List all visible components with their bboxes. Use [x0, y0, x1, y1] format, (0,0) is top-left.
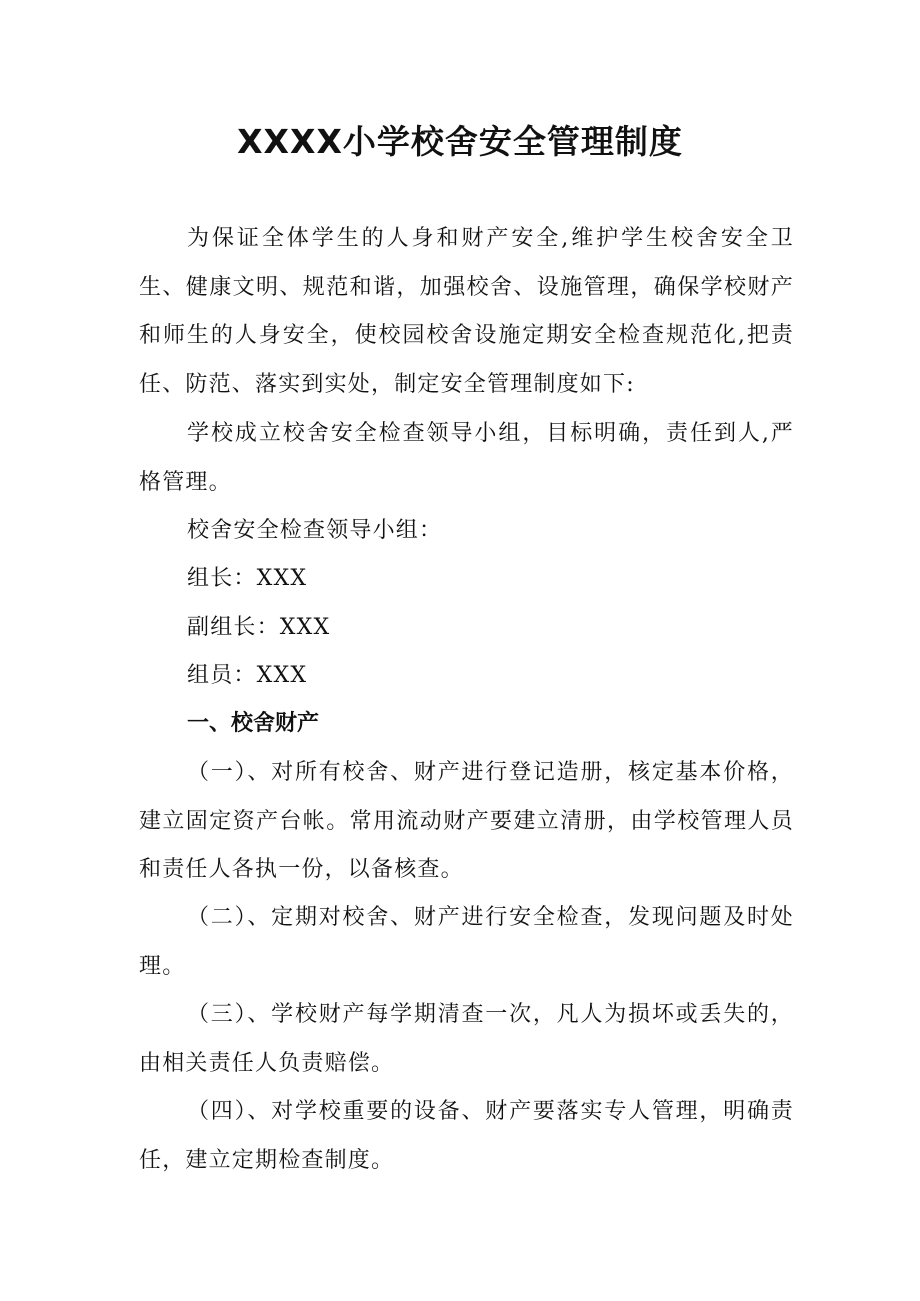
- member-line: 组员：XXX: [187, 663, 308, 688]
- section-item-1: （一）、对所有校舍、财产进行登记造册，核定基本价格，建立固定资产台帐。常用流动财产要建立清册，由学校管理人员和责任人各执一份，以备核查。: [139, 760, 794, 882]
- intro-paragraph: 为保证全体学生的人身和财产安全,维护学生校舍安全卫生、健康文明、规范和谐，加强校舍、设施管理，确保学校财产和师生的人身安全，使校园校舍设施定期安全检查规范化,把责任、防范、落实到实处，制定安全管理制度如下:: [139, 226, 794, 397]
- section-heading: 一、校舍财产: [187, 711, 320, 736]
- group-label: 校舍安全检查领导小组：: [187, 518, 443, 543]
- section-item-4: （四）、对学校重要的设备、财产要落实专人管理，明确责任，建立定期检查制度。: [139, 1099, 794, 1173]
- section-item-3: （三）、学校财产每学期清查一次，凡人为损坏或丢失的，由相关责任人负责赔偿。: [139, 1002, 794, 1076]
- document-title: XXXX小学校舍安全管理制度: [237, 122, 683, 161]
- deputy-line: 副组长：XXX: [187, 615, 331, 640]
- leader-line: 组长：XXX: [187, 566, 308, 591]
- section-item-2: （二）、定期对校舍、财产进行安全检查，发现问题及时处理。: [139, 905, 794, 979]
- group-intro-paragraph: 学校成立校舍安全检查领导小组，目标明确，责任到人,严格管理。: [139, 421, 794, 495]
